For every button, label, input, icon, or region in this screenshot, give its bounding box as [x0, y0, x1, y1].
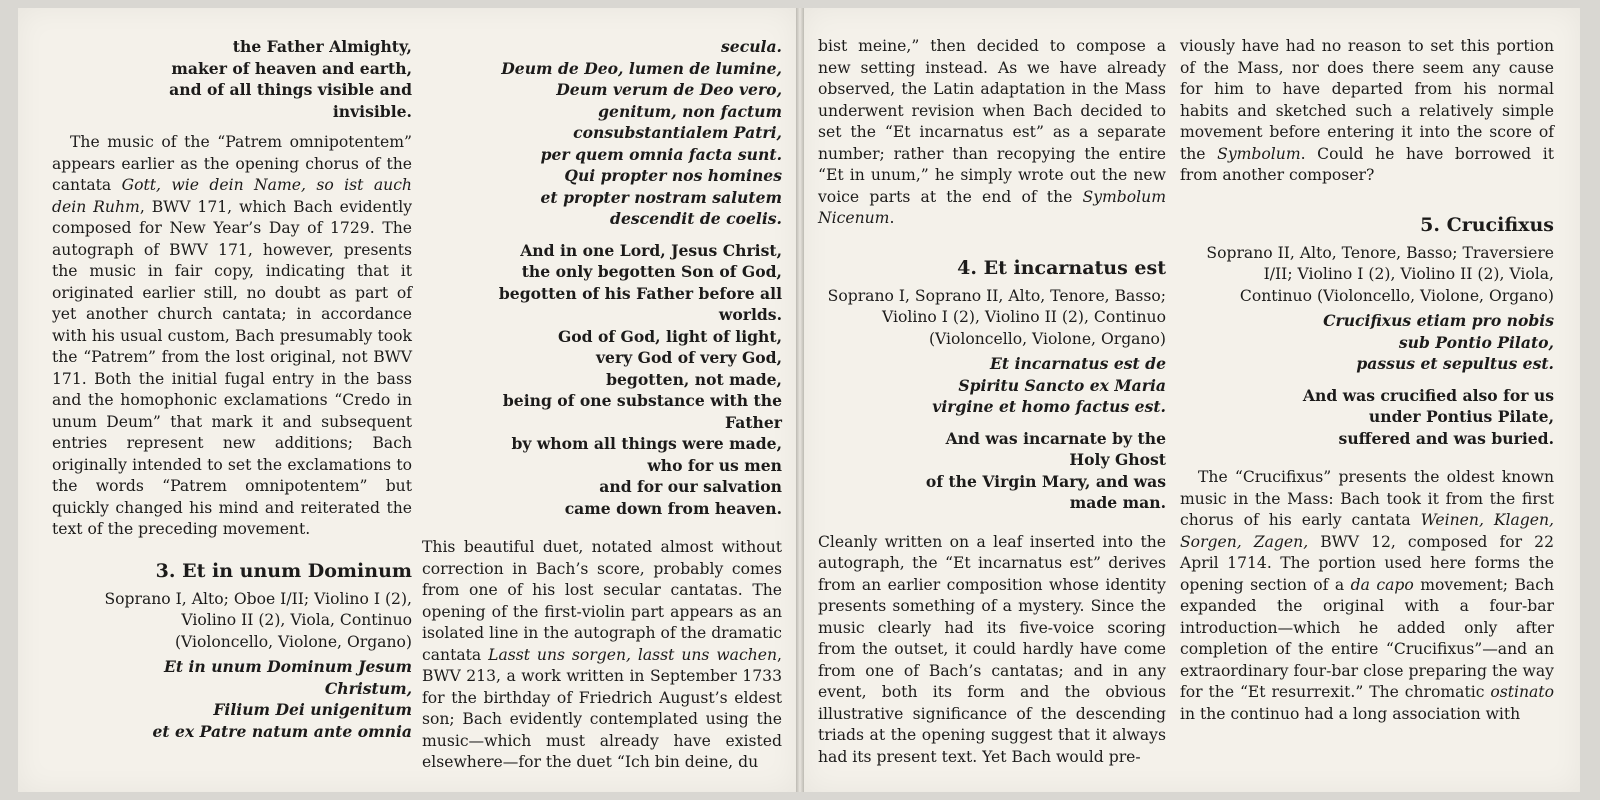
gutter: [796, 8, 804, 792]
latin-line: Et incarnatus est de: [990, 354, 1166, 373]
scoring-line: Soprano I, Alto; Oboe I/II; Violino I (2),: [104, 589, 412, 608]
latin-text: [1180, 310, 1554, 375]
section-heading-et-incarnatus: 4. Et incarnatus est: [957, 256, 1166, 279]
english-line: Holy Ghost: [1069, 450, 1166, 469]
english-line: under Pontius Pilate,: [1368, 407, 1554, 426]
english-text: [1180, 385, 1554, 450]
credo-line: and of all things visible and: [169, 80, 412, 99]
paragraph-patrem: [52, 132, 412, 541]
scoring-line: Soprano I, Soprano II, Alto, Tenore, Basso;: [827, 286, 1166, 305]
scoring-line: Violino I (2), Violino II (2), Continuo: [882, 308, 1166, 326]
latin-line: Filium Dei unigenitum: [213, 700, 412, 719]
left-column-2: [422, 36, 782, 774]
italic-term: da capo: [1350, 575, 1414, 594]
english-line: Father: [725, 412, 782, 432]
latin-line: Et in unum Dominum Jesum: [163, 657, 412, 676]
english-line: the only begotten Son of God,: [521, 262, 782, 281]
latin-line: passus et sepultus est.: [1356, 354, 1554, 373]
cantata-title: Lasst uns sorgen, lasst uns wachen: [488, 645, 778, 664]
latin-line: virgine et homo factus est.: [932, 397, 1166, 416]
latin-line: Deum de Deo, lumen de lumine,: [501, 58, 782, 78]
credo-line: invisible.: [332, 101, 412, 121]
scoring-line: I/II; Violino I (2), Violino II (2), Viola,: [1263, 265, 1554, 283]
english-line: who for us men: [647, 455, 782, 475]
scoring-line: Violino II (2), Viola, Continuo: [181, 611, 412, 629]
text-run: The “Crucifixus” presents the oldest known music in the Mass: Bach took it from the first chorus of his early cantata: [1180, 468, 1554, 529]
latin-line: Crucifixus etiam pro nobis: [1323, 311, 1554, 330]
scoring: [52, 589, 412, 654]
english-line: begotten, not made,: [606, 369, 782, 389]
work-title: Symbolum: [1217, 144, 1301, 163]
english-line: And in one Lord, Jesus Christ,: [520, 240, 782, 260]
credo-line: maker of heaven and earth,: [171, 58, 412, 78]
scoring-line: (Violoncello, Violone, Organo): [928, 329, 1166, 348]
text-run: in the continuo had a long association with: [1180, 704, 1521, 723]
english-line: very God of very God,: [595, 348, 782, 367]
english-line: of the Virgin Mary, and was: [925, 471, 1166, 491]
text-run: .: [889, 209, 895, 227]
scoring: [1180, 243, 1554, 308]
english-line: being of one substance with the: [502, 391, 782, 410]
scoring-line: Soprano II, Alto, Tenore, Basso; Traversiere: [1206, 243, 1554, 262]
text-run: viously have had no reason to set this portion of the Mass, nor does there seem any cause for him to have departed from his normal habits and sketched such a relatively simple movement before entering it into the score of the: [1180, 37, 1554, 163]
section-heading-crucifixus: 5. Crucifixus: [1420, 213, 1554, 236]
text-run: bist meine,” then decided to compose a new setting instead. As we have already observed, the Latin adaptation in the Mass underwent revision when Bach decided to set the “Et incarnatus est” as a separate number; rather than recopying the entire “Et in unum,” he simply wrote out the new voice parts at the end of the: [818, 37, 1166, 206]
latin-line: et ex Patre natum ante omnia: [152, 721, 412, 741]
latin-line: descendit de coelis.: [610, 209, 782, 228]
english-text: [422, 240, 782, 520]
text-run: The music of the “Patrem omnipotentem” appears earlier as the opening chorus of the cantata: [52, 133, 412, 194]
text-run: , BWV 213, a work written in September 1733 for the birthday of Friedrich August’s eldest son; Bach evidently contemplated using the music—which must already have existed elsewhere—for the duet “Ich bin deine, du: [422, 645, 782, 771]
english-line: begotten of his Father before all: [498, 283, 782, 303]
latin-line: genitum, non factum: [598, 101, 782, 121]
right-column-2: [1180, 36, 1554, 725]
left-column-1: [52, 36, 412, 742]
left-page: [18, 8, 796, 792]
english-line: came down from heaven.: [564, 498, 782, 518]
cantata-title: Gott, wie dein Name, so ist auch dein Ruhm: [52, 176, 412, 216]
text-run: This beautiful duet, notated almost without correction in Bach’s score, probably comes from one of his lost secular cantatas. The opening of the first-violin part appears as an isolated line in the autograph of the dramatic cantata: [422, 538, 782, 664]
latin-line: Qui propter nos homines: [564, 166, 782, 185]
cantata-title: Weinen, Klagen, Sorgen, Zagen,: [1180, 511, 1555, 551]
paragraph-duet: [422, 537, 782, 774]
english-line: And was crucified also for us: [1302, 385, 1554, 405]
scoring-line: (Violoncello, Violone, Organo): [174, 632, 412, 651]
credo-line: the Father Almighty,: [232, 37, 412, 56]
text-run: . Could he have borrowed it from another composer?: [1180, 144, 1555, 184]
english-text: [818, 428, 1166, 514]
latin-line: Deum verum de Deo vero,: [556, 80, 782, 99]
paragraph-continued: [818, 36, 1166, 230]
latin-line: sub Pontio Pilato,: [1398, 332, 1554, 352]
latin-line: Spiritu Sancto ex Maria: [958, 375, 1166, 395]
right-column-1: [818, 36, 1166, 768]
credo-english-lines: [52, 36, 412, 122]
paragraph-crucifixus: [1180, 467, 1554, 725]
latin-line: Christum,: [324, 678, 412, 698]
english-line: worlds.: [718, 305, 782, 324]
latin-text: [422, 36, 782, 230]
english-line: And was incarnate by the: [945, 428, 1166, 448]
section-heading-et-in-unum: 3. Et in unum Dominum: [155, 559, 412, 582]
latin-text: [52, 656, 412, 742]
text-run: , BWV 171, which Bach evidently composed for New Year’s Day of 1729. The autograph of BWV 171, however, presents the music in fair copy, indicating that it originated earlier still, no doubt as part of yet another church cantata; in accordance with his usual custom, Bach presumably took the “Patrem” from the lost original, not BWV 171. Both the initial fugal entry in the bass and the homophonic exclamations “Credo in unum Deum” that mark it and subsequent entries represent new additions; Bach originally intended to set the exclamations to the words “Patrem omnipotentem” but quickly changed his mind and reiterated the text of the preceding movement.: [52, 197, 412, 538]
latin-line: et propter nostram salutem: [540, 187, 782, 207]
text-run: movement; Bach expanded the original with a four-bar introduction—which he added only after completion of the entire “Crucifixus”—and an extraordinary four-bar close preparing the way for the “Et resurrexit.” The chromatic: [1180, 575, 1554, 701]
italic-term: ostinato: [1490, 683, 1554, 701]
english-line: God of God, light of light,: [557, 326, 782, 346]
paragraph-incarnatus: Cleanly written on a leaf inserted into the autograph, the “Et incarnatus est” derives from an earlier composition whose identity presents something of a mystery. Since the music clearly had its five-voice scoring from the outset, it could hardly have come from one of Bach’s cantatas; and in any event, both its form and the obvious illustrative significance of the descending triads at the opening suggest that it always had its present text. Yet Bach would pre-: [818, 532, 1166, 766]
latin-line: consubstantialem Patri,: [573, 123, 782, 142]
latin-line: per quem omnia facta sunt.: [540, 144, 782, 164]
english-line: suffered and was buried.: [1338, 428, 1554, 448]
english-line: and for our salvation: [599, 477, 782, 496]
right-page: [804, 8, 1580, 792]
work-title: Symbolum Nicenum: [818, 187, 1166, 227]
latin-text: [818, 353, 1166, 418]
text-run: BWV 12, composed for 22 April 1714. The portion used here forms the opening section of a: [1180, 532, 1554, 594]
english-line: by whom all things were made,: [511, 434, 782, 453]
scoring-line: Continuo (Violoncello, Violone, Organo): [1239, 286, 1554, 305]
scoring: [818, 286, 1166, 351]
paragraph-continued: [1180, 36, 1554, 187]
english-line: made man.: [1069, 493, 1166, 512]
latin-line: secula.: [721, 37, 782, 56]
